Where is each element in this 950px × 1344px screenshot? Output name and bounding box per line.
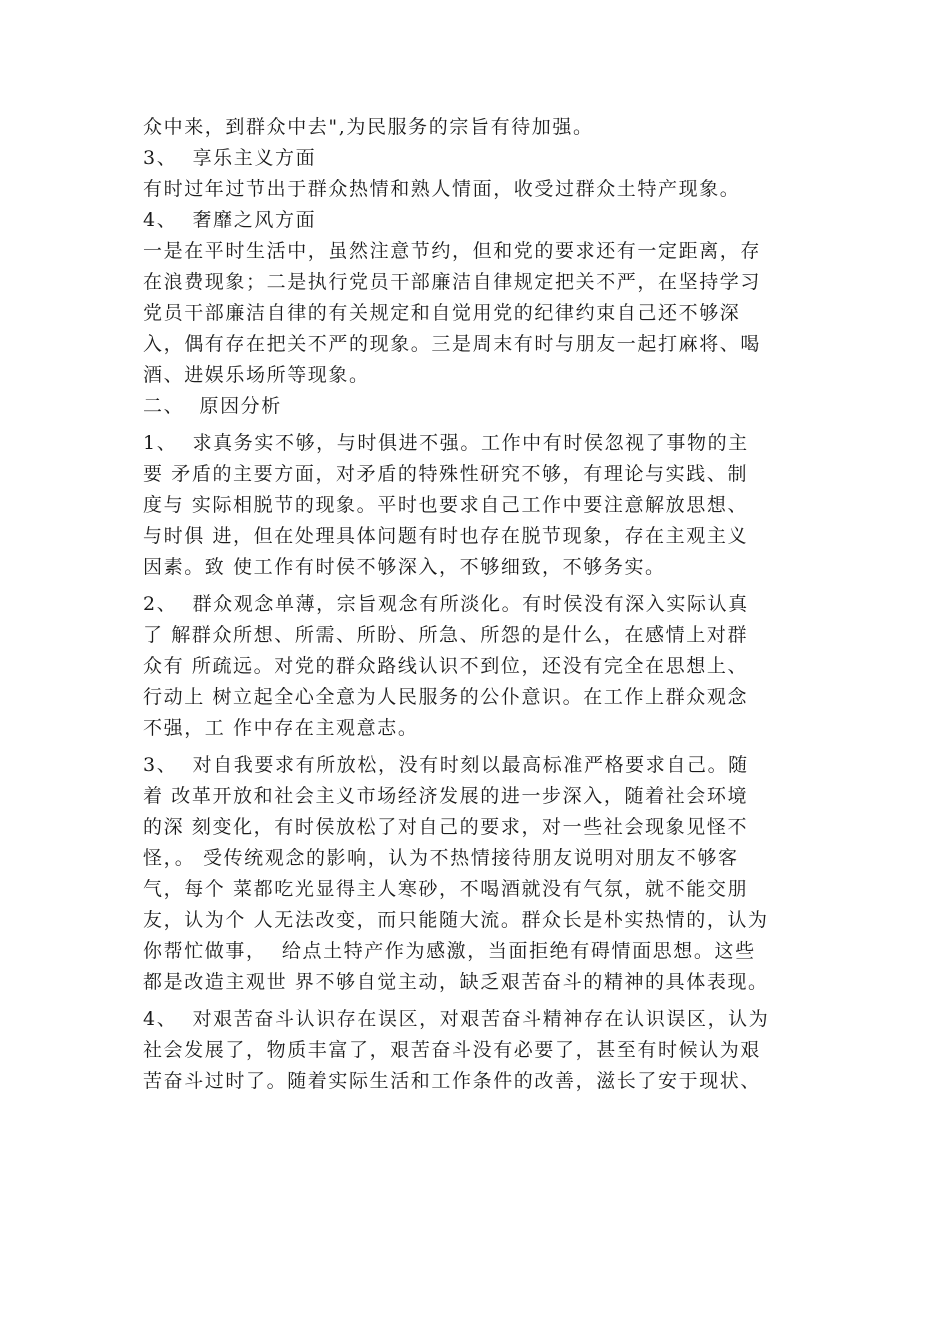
paragraph (143, 112, 808, 143)
text-line: 4、 对艰苦奋斗认识存在误区，对艰苦奋斗精神存在认识误区，认为 (143, 1008, 770, 1030)
text-line: 都是改造主观世 界不够自觉主动，缺乏艰苦奋斗的精神的具体表现。 (143, 971, 769, 993)
section-heading (143, 143, 808, 174)
text-line: 怪，。 受传统观念的影响，认为不热情接待朋友说明对朋友不够客 (143, 847, 739, 869)
text-line: 友，认为个 人无法改变，而只能随大流。群众长是朴实热情的，认为 (143, 909, 769, 931)
text-line: 了 解群众所想、所需、所盼、所急、所怨的是什么，在感情上对群 (143, 624, 749, 646)
paragraph (143, 236, 808, 391)
text-line: 与时俱 进，但在处理具体问题有时也存在脱节现象，存在主观主义 (143, 525, 749, 547)
text-line: 的深 刻变化，有时侯放松了对自己的要求，对一些社会现象见怪不 (143, 816, 749, 838)
text-line: 你帮忙做事， 给点土特产作为感激，当面拒绝有碍情面思想。这些 (143, 940, 756, 962)
text-line: 有时过年过节出于群众热情和熟人情面，收受过群众土特产现象。 (143, 178, 741, 200)
text-line: 入，偶有存在把关不严的现象。三是周末有时与朋友一起打麻将、喝 (143, 333, 762, 355)
text-line: 苦奋斗过时了。随着实际生活和工作条件的改善，滋长了安于现状、 (143, 1070, 762, 1092)
text-line: 1、 求真务实不够，与时俱进不强。工作中有时侯忽视了事物的主 (143, 432, 749, 454)
text-line: 3、 享乐主义方面 (143, 147, 317, 169)
text-line: 社会发展了，物质丰富了，艰苦奋斗没有必要了，甚至有时候认为艰 (143, 1039, 762, 1061)
paragraph (143, 589, 808, 744)
text-line: 度与 实际相脱节的现象。平时也要求自己工作中要注意解放思想、 (143, 494, 749, 516)
text-line: 二、 原因分析 (143, 395, 282, 417)
text-line: 3、 对自我要求有所放松，没有时刻以最高标准严格要求自己。随 (143, 754, 749, 776)
text-line: 酒、进娱乐场所等现象。 (143, 364, 370, 386)
paragraph (143, 428, 808, 583)
section-heading (143, 205, 808, 236)
text-line: 众有 所疏远。对党的群众路线认识不到位，还没有完全在思想上、 (143, 655, 749, 677)
text-line: 一是在平时生活中，虽然注意节约，但和党的要求还有一定距离，存 (143, 240, 762, 262)
section-heading (143, 391, 808, 422)
text-line: 2、 群众观念单薄，宗旨观念有所淡化。有时侯没有深入实际认真 (143, 593, 749, 615)
text-line: 行动上 树立起全心全意为人民服务的公仆意识。在工作上群众观念 (143, 686, 749, 708)
text-line: 4、 奢靡之风方面 (143, 209, 317, 231)
text-line: 要 矛盾的主要方面，对矛盾的特殊性研究不够，有理论与实践、制 (143, 463, 749, 485)
paragraph (143, 174, 808, 205)
text-line: 众中来，到群众中去",为民服务的宗旨有待加强。 (143, 116, 594, 138)
text-line: 党员干部廉洁自律的有关规定和自觉用党的纪律约束自己还不够深 (143, 302, 741, 324)
text-line: 不强，工 作中存在主观意志。 (143, 717, 419, 739)
paragraph (143, 750, 808, 998)
text-line: 着 改革开放和社会主义市场经济发展的进一步深入，随着社会环境 (143, 785, 749, 807)
text-line: 在浪费现象；二是执行党员干部廉洁自律规定把关不严，在坚持学习 (143, 271, 762, 293)
text-line: 气，每个 菜都吃光显得主人寒砂，不喝酒就没有气氛，就不能交朋 (143, 878, 749, 900)
paragraph (143, 1004, 808, 1097)
text-line: 因素。致 使工作有时侯不够深入，不够细致，不够务实。 (143, 556, 666, 578)
document-page (143, 112, 808, 1097)
